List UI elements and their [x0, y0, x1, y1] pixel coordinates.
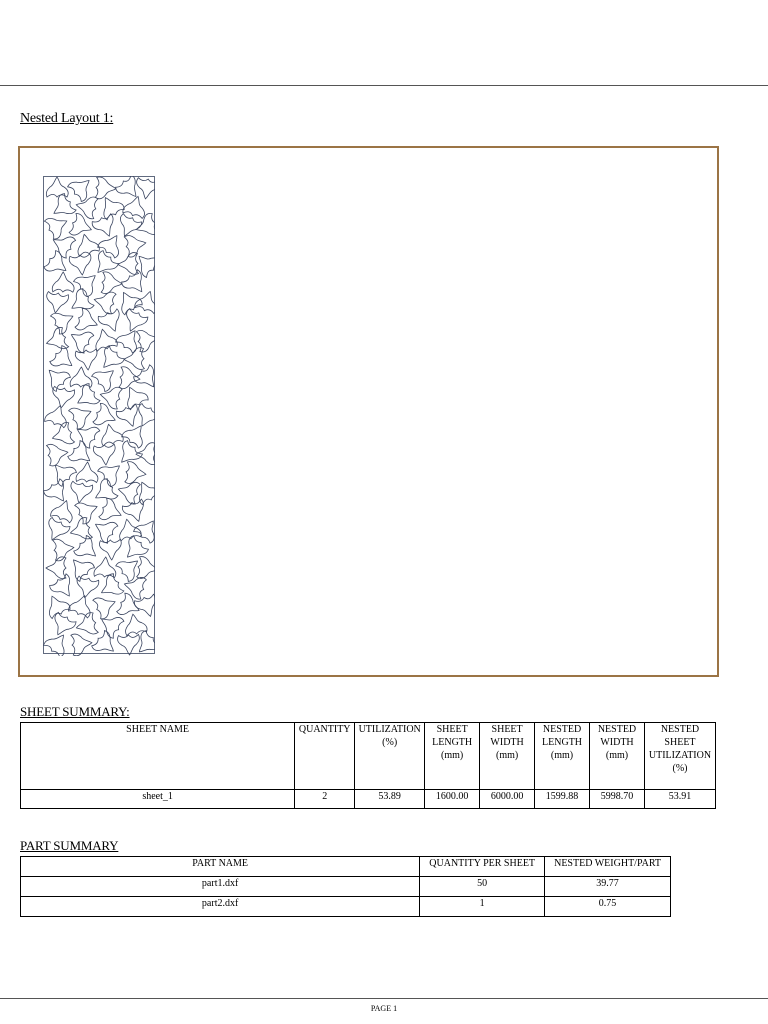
- nested-part-outline: [91, 363, 120, 393]
- cell-sheet-length: 1600.00: [425, 790, 480, 809]
- nested-part-outline: [75, 349, 99, 371]
- nested-part-outline: [120, 382, 149, 410]
- nested-part-outline: [95, 177, 116, 200]
- nested-part-outline: [116, 593, 143, 621]
- sheet-summary-table: [20, 722, 716, 809]
- nested-part-outline: [98, 498, 125, 526]
- nested-part-outline: [72, 383, 101, 412]
- nested-part-outline: [115, 176, 145, 204]
- col-nested-weight-part: NESTED WEIGHT/PART: [545, 857, 671, 877]
- nested-part-outline: [124, 232, 148, 257]
- nested-part-outline: [101, 272, 123, 296]
- nested-part-outline: [93, 592, 120, 620]
- cell-part-name: part1.dxf: [21, 877, 420, 897]
- nested-part-outline: [121, 420, 150, 449]
- col-part-name: PART NAME: [21, 857, 420, 877]
- nested-part-outline: [49, 345, 78, 375]
- nested-part-outline: [117, 634, 140, 655]
- table-row: [21, 790, 716, 809]
- nested-part-outline: [132, 403, 155, 431]
- nested-part-outline: [74, 231, 100, 256]
- nested-part-outline: [52, 272, 74, 292]
- nested-part-outline: [43, 327, 69, 354]
- header-rule: [0, 85, 768, 86]
- nested-part-outline: [93, 444, 117, 466]
- col-nested-sheet-utilization: NESTED SHEET UTILIZATION (%): [644, 723, 715, 790]
- nested-part-outline: [73, 612, 98, 638]
- nested-part-outline: [116, 478, 141, 504]
- nested-part-outline: [137, 556, 155, 580]
- nested-part-outline: [76, 461, 99, 482]
- nested-part-outline: [73, 535, 102, 565]
- col-sheet-width: SHEET WIDTH (mm): [480, 723, 535, 790]
- nested-part-outline: [43, 517, 71, 545]
- nested-part-outline: [68, 402, 95, 430]
- nested-part-outline: [125, 461, 148, 485]
- nested-part-outline: [43, 362, 71, 392]
- nested-part-outline: [44, 212, 72, 241]
- nested-part-outline: [68, 481, 93, 505]
- cell-nested-width: 5998.70: [590, 790, 645, 809]
- nested-part-outline: [53, 537, 76, 561]
- part-summary-header-row: [21, 857, 671, 877]
- nested-part-outline: [117, 252, 138, 275]
- cell-quantity-per-sheet: 1: [420, 897, 545, 917]
- cell-utilization: 53.89: [355, 790, 425, 809]
- part-summary-table: [20, 856, 671, 917]
- nested-part-outline: [46, 442, 69, 467]
- col-nested-width: NESTED WIDTH (mm): [590, 723, 645, 790]
- nested-part-outline: [99, 539, 122, 560]
- nested-part-outline: [134, 288, 155, 314]
- layout-title: Nested Layout 1:: [20, 111, 114, 126]
- col-quantity: QUANTITY: [295, 723, 355, 790]
- nested-part-outline: [48, 193, 77, 222]
- nested-part-outline: [92, 289, 116, 315]
- nested-part-outline: [96, 573, 124, 602]
- nested-sheet-drawing: [43, 176, 155, 656]
- nested-part-outline: [75, 308, 102, 336]
- nested-part-outline: [44, 402, 71, 428]
- nested-part-outline: [43, 478, 72, 507]
- nested-part-outline: [97, 230, 126, 259]
- nested-part-outline: [43, 250, 72, 279]
- nested-part-outline: [69, 254, 93, 277]
- cell-sheet-width: 6000.00: [480, 790, 535, 809]
- nested-layout-frame: [18, 146, 719, 677]
- cell-nested-weight: 39.77: [545, 877, 671, 897]
- nested-part-outline: [67, 440, 96, 470]
- nested-part-outline: [71, 632, 94, 656]
- cell-quantity-per-sheet: 50: [420, 877, 545, 897]
- nested-part-outline: [98, 422, 124, 446]
- cell-nested-sheet-utilization: 53.91: [644, 790, 715, 809]
- table-row: [21, 897, 671, 917]
- nested-part-outline: [66, 288, 95, 317]
- cell-nested-length: 1599.88: [535, 790, 590, 809]
- nested-part-outline: [132, 477, 155, 505]
- table-row: [21, 877, 671, 897]
- part-summary-title: PART SUMMARY: [20, 838, 119, 853]
- nested-part-outline: [66, 325, 94, 354]
- cell-sheet-name: sheet_1: [21, 790, 295, 809]
- nested-part-outline: [44, 291, 69, 314]
- sheet-summary-title: SHEET SUMMARY:: [20, 704, 130, 719]
- cell-part-name: part2.dxf: [21, 897, 420, 917]
- nested-part-outline: [68, 592, 95, 618]
- nested-part-outline: [122, 612, 147, 636]
- nested-part-outline: [74, 576, 100, 600]
- nested-part-outline: [90, 515, 118, 544]
- nested-part-outline: [124, 347, 145, 370]
- col-quantity-per-sheet: QUANTITY PER SHEET: [420, 857, 545, 877]
- col-sheet-length: SHEET LENGTH (mm): [425, 723, 480, 790]
- nested-parts: [43, 176, 155, 656]
- cell-quantity: 2: [295, 790, 355, 809]
- col-nested-length: NESTED LENGTH (mm): [535, 723, 590, 790]
- nested-part-outline: [113, 440, 143, 470]
- col-utilization: UTILIZATION (%): [355, 723, 425, 790]
- nested-part-outline: [131, 630, 155, 656]
- nested-part-outline: [114, 213, 142, 240]
- nested-part-outline: [90, 478, 119, 507]
- sheet-summary-header-row: [21, 723, 716, 790]
- nested-part-outline: [67, 176, 97, 202]
- nested-part-outline: [69, 213, 95, 240]
- footer-rule: [0, 998, 768, 999]
- nested-part-outline: [119, 366, 141, 390]
- nested-part-outline: [49, 574, 78, 603]
- nested-part-outline: [136, 328, 155, 353]
- cell-nested-weight: 0.75: [545, 897, 671, 917]
- nested-part-outline: [92, 403, 119, 431]
- col-sheet-name: SHEET NAME: [21, 723, 295, 790]
- page-number: PAGE 1: [370, 1004, 398, 1013]
- nested-part-outline: [136, 443, 155, 465]
- nested-part-outline: [121, 269, 151, 298]
- nested-part-outline: [119, 535, 149, 565]
